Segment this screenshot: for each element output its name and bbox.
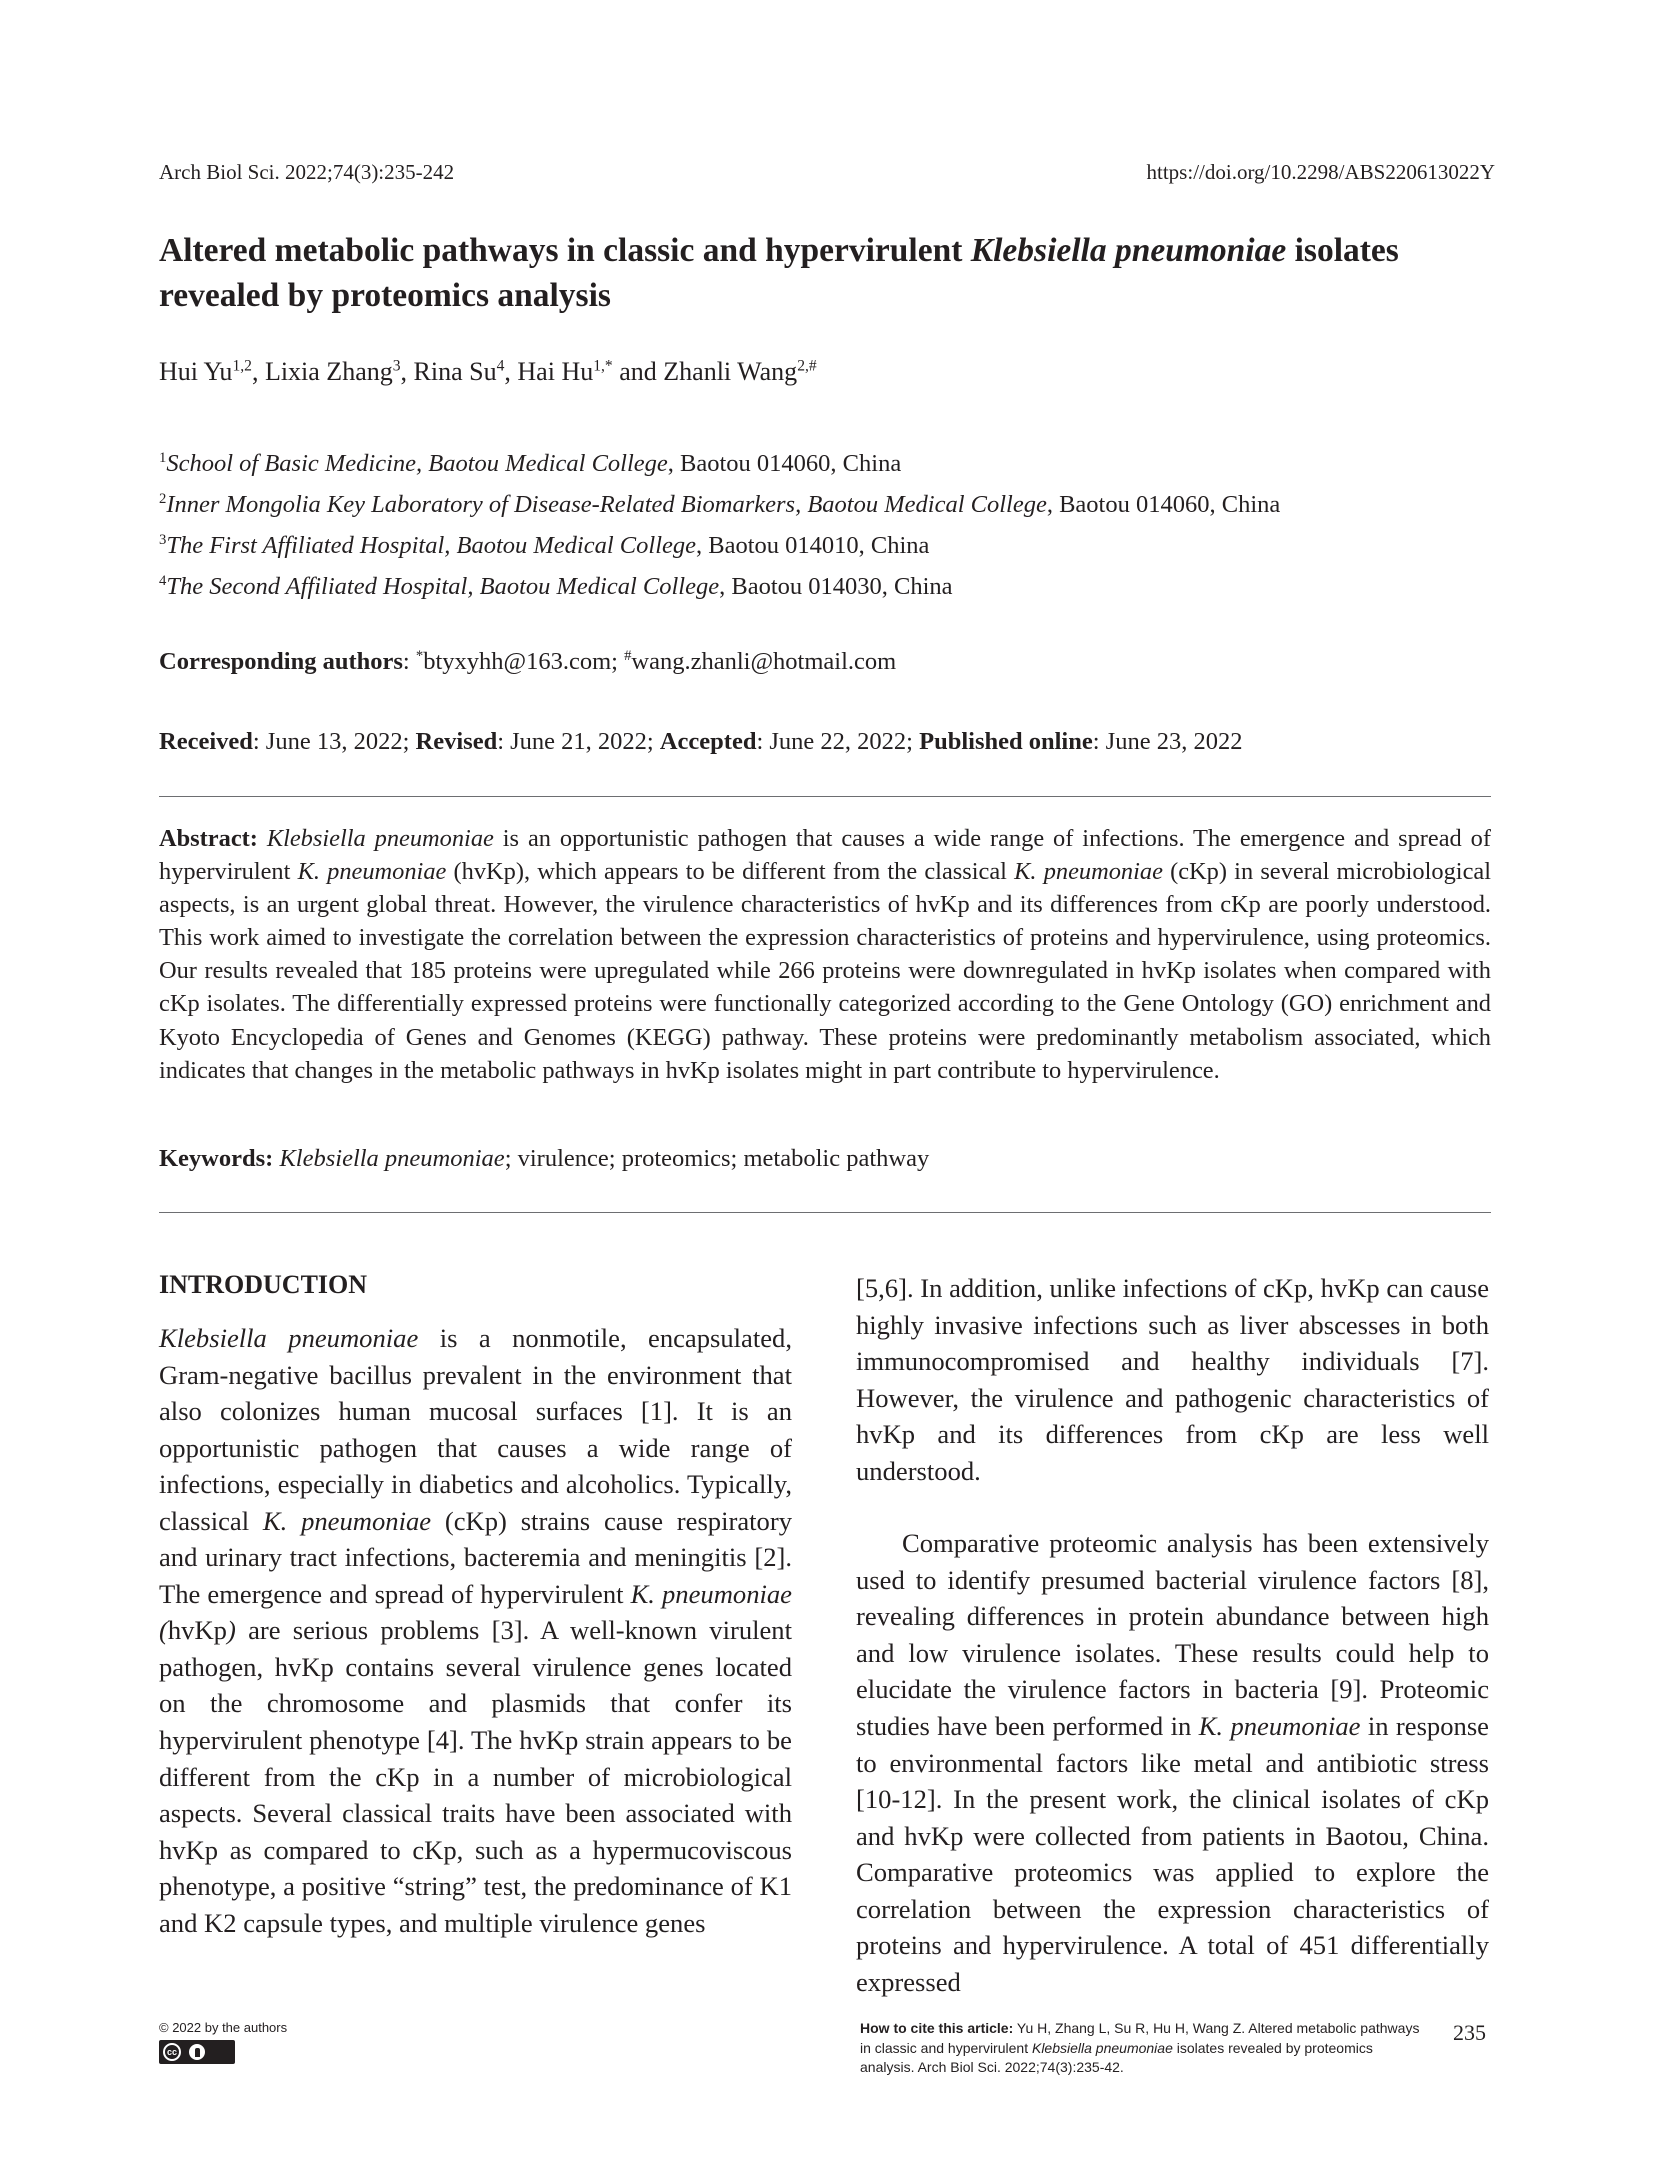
body-text: (cKp) strains cause respiratory and urinary tract infections, bacteremia and meningitis [2]. The emergence and spread of hypervirulent	[159, 1505, 792, 1609]
affiliation	[159, 525, 1280, 566]
corresponding-authors	[159, 648, 896, 676]
left-column	[159, 1320, 792, 1941]
author-separator: ,	[251, 357, 265, 386]
received-label: Received	[159, 728, 253, 755]
email-link[interactable]: wang.zhanli@hotmail.com	[631, 648, 897, 675]
article-title	[159, 228, 1499, 318]
abstract-text: is an opportunistic pathogen that causes a wide range of infections. The emergence and spread of hypervirulent	[159, 825, 1491, 886]
author-list	[159, 357, 817, 387]
cite-text: Yu H, Zhang L, Su R, Hu H, Wang Z. Altered metabolic pathways in classic and hypervirulent	[860, 2020, 1420, 2056]
cc-by-icon[interactable]	[159, 2040, 235, 2064]
abstract-text: (cKp) in several microbiological aspects, is an urgent global threat. However, the virulence characteristics of hvKp and its differences from cKp are poorly understood. This work aimed to investigate the correlation between the expression characteristics of proteins and hypervirulence, using proteomics. Our results revealed that 185 proteins were upregulated while 266 proteins were downregulated in hvKp isolates when compared with cKp isolates. The differentially expressed proteins were functionally categorized according to the Gene Ontology (GO) enrichment and Kyoto Encyclopedia of Genes and Genomes (KEGG) pathway. These proteins were predominantly metabolism associated, which indicates that changes in the metabolic pathways in hvKp isolates might in part contribute to hypervirulence.	[159, 858, 1491, 1084]
affiliation-location: , Baotou 014030, China	[719, 573, 953, 600]
corresponding-label: Corresponding authors	[159, 648, 403, 675]
cc-icon: cc	[163, 2043, 181, 2061]
divider	[159, 1212, 1491, 1213]
affiliation-number: 1	[159, 449, 167, 466]
affiliation-institution: The First Affiliated Hospital, Baotou Medical College	[166, 532, 697, 559]
species-name: K. pneumoniae	[1014, 858, 1163, 886]
email-link[interactable]: btyxyhh@163.com	[423, 648, 612, 675]
author-separator: and	[612, 357, 664, 386]
keywords-list: ; virulence; proteomics; metabolic pathway	[504, 1145, 930, 1172]
species-name: K. pneumoniae (	[159, 1578, 792, 1646]
corresponding-separator: :	[402, 648, 416, 675]
keywords	[159, 1145, 929, 1173]
author-affil-mark: 1,*	[593, 357, 613, 375]
author-affil-mark: 3	[392, 357, 401, 375]
published-date: : June 23, 2022	[1092, 728, 1243, 755]
author-affil-mark: 2,#	[797, 357, 817, 375]
abstract-text: (hvKp), which appears to be different from the classical	[446, 858, 1015, 886]
published-label: Published online	[919, 728, 1093, 755]
affiliation-institution: The Second Affiliated Hospital, Baotou Medical College	[166, 573, 720, 600]
affiliation-list	[159, 443, 1280, 607]
how-to-cite	[860, 2019, 1420, 2078]
page-number: 235	[1453, 2020, 1486, 2045]
author-name: Hui Yu	[159, 357, 233, 386]
affiliation	[159, 484, 1280, 525]
copyright-notice: © 2022 by the authors	[159, 2020, 288, 2035]
body-paragraph	[856, 1525, 1489, 2000]
affiliation-number: 4	[159, 572, 167, 589]
revised-date: : June 21, 2022;	[497, 728, 660, 755]
keywords-label: Keywords:	[159, 1145, 274, 1172]
author-name: Zhanli Wang	[663, 357, 798, 386]
cite-text: isolates revealed by proteomics analysis. Arch Biol Sci. 2022;74(3):235-42.	[860, 2039, 1373, 2075]
accepted-label: Accepted	[659, 728, 757, 755]
affiliation-institution: School of Basic Medicine, Baotou Medical College	[166, 450, 668, 477]
species-name: Klebsiella pneumoniae	[1031, 2039, 1173, 2056]
corresponding-separator: ;	[611, 648, 625, 675]
corresponding-mark: *	[415, 647, 424, 664]
body-text: hvKp	[167, 1615, 227, 1646]
affiliation-number: 2	[159, 490, 167, 507]
species-name: Klebsiella pneumoniae	[266, 825, 494, 852]
body-paragraph: [5,6]. In addition, unlike infections of cKp, hvKp can cause highly invasive infections such as liver abscesses in both immunocompromised and healthy individuals [7]. However, the virulence and pathogenic characteristics of hvKp and its differences from cKp are less well understood.	[856, 1273, 1489, 1486]
received-date: : June 13, 2022;	[252, 728, 416, 755]
revised-label: Revised	[415, 728, 498, 755]
affiliation-number: 3	[159, 531, 167, 548]
author-affil-mark: 1,2	[232, 357, 252, 375]
author-name: Hai Hu	[517, 357, 594, 386]
affiliation-location: , Baotou 014010, China	[696, 532, 930, 559]
body-text: is a nonmotile, encapsulated, Gram-negative bacillus prevalent in the environment that also colonizes human mucosal surfaces [1]. It is an opportunistic pathogen that causes a wide range of infections, especially in diabetics and alcoholics. Typically, classical	[159, 1323, 792, 1536]
body-paragraph	[159, 1320, 792, 1941]
journal-citation: Arch Biol Sci. 2022;74(3):235-242	[159, 160, 455, 184]
abstract-label: Abstract:	[159, 825, 258, 852]
species-name: K. pneumoniae	[262, 1505, 432, 1536]
affiliation	[159, 566, 1280, 607]
affiliation	[159, 443, 1280, 484]
author-name: Rina Su	[413, 357, 497, 386]
species-name: K. pneumoniae	[297, 858, 447, 886]
section-heading: INTRODUCTION	[159, 1270, 368, 1299]
cite-label: How to cite this article:	[860, 2020, 1014, 2036]
title-species: Klebsiella pneumoniae	[970, 232, 1287, 269]
doi-link[interactable]: https://doi.org/10.2298/ABS220613022Y	[1146, 160, 1495, 184]
corresponding-mark: #	[624, 647, 632, 664]
title-text-end: isolates revealed by proteomics analysis	[159, 232, 1399, 315]
by-icon	[189, 2044, 205, 2060]
body-text: in response to environmental factors like metal and antibiotic stress [10-12]. In the present work, the clinical isolates of cKp and hvKp were collected from patients in Baotou, China. Comparative proteomics was applied to explore the correlation between the expression characteristics of proteins and hypervirulence. A total of 451 differentially expressed	[856, 1711, 1489, 1997]
author-separator: ,	[504, 357, 518, 386]
author-name: Lixia Zhang	[264, 357, 393, 386]
divider	[159, 796, 1491, 797]
species-name: Klebsiella pneumoniae	[159, 1323, 419, 1353]
article-dates	[159, 728, 1242, 756]
affiliation-institution: Inner Mongolia Key Laboratory of Disease-Related Biomarkers, Baotou Medical College	[166, 491, 1047, 518]
body-text: Comparative proteomic analysis has been extensively used to identify presumed bacterial virulence factors [8], revealing differences in protein abundance between high and low virulence isolates. These results could help to elucidate the virulence factors in bacteria [9]. Proteomic studies have been performed in	[856, 1528, 1489, 1742]
species-name: K. pneumoniae	[1198, 1711, 1361, 1742]
affiliation-location: , Baotou 014060, China	[1046, 491, 1281, 518]
author-separator: ,	[400, 357, 414, 386]
species-name: )	[226, 1615, 236, 1646]
abstract	[159, 822, 1491, 1087]
accepted-date: : June 22, 2022;	[756, 728, 920, 755]
title-text: Altered metabolic pathways in classic and hypervirulent	[159, 232, 971, 269]
right-column	[856, 1270, 1489, 2000]
affiliation-location: , Baotou 014060, China	[667, 450, 902, 477]
species-name: Klebsiella pneumoniae	[279, 1145, 505, 1172]
author-affil-mark: 4	[496, 357, 505, 375]
body-text: are serious problems [3]. A well-known virulent pathogen, hvKp contains several virulence genes located on the chromosome and plasmids that confer its hypervirulent phenotype [4]. The hvKp strain appears to be different from the cKp in a number of microbiological aspects. Several classical traits have been associated with hvKp as compared to cKp, such as a hypermucoviscous phenotype, a positive “string” test, the predominance of K1 and K2 capsule types, and multiple virulence genes	[159, 1615, 792, 1938]
